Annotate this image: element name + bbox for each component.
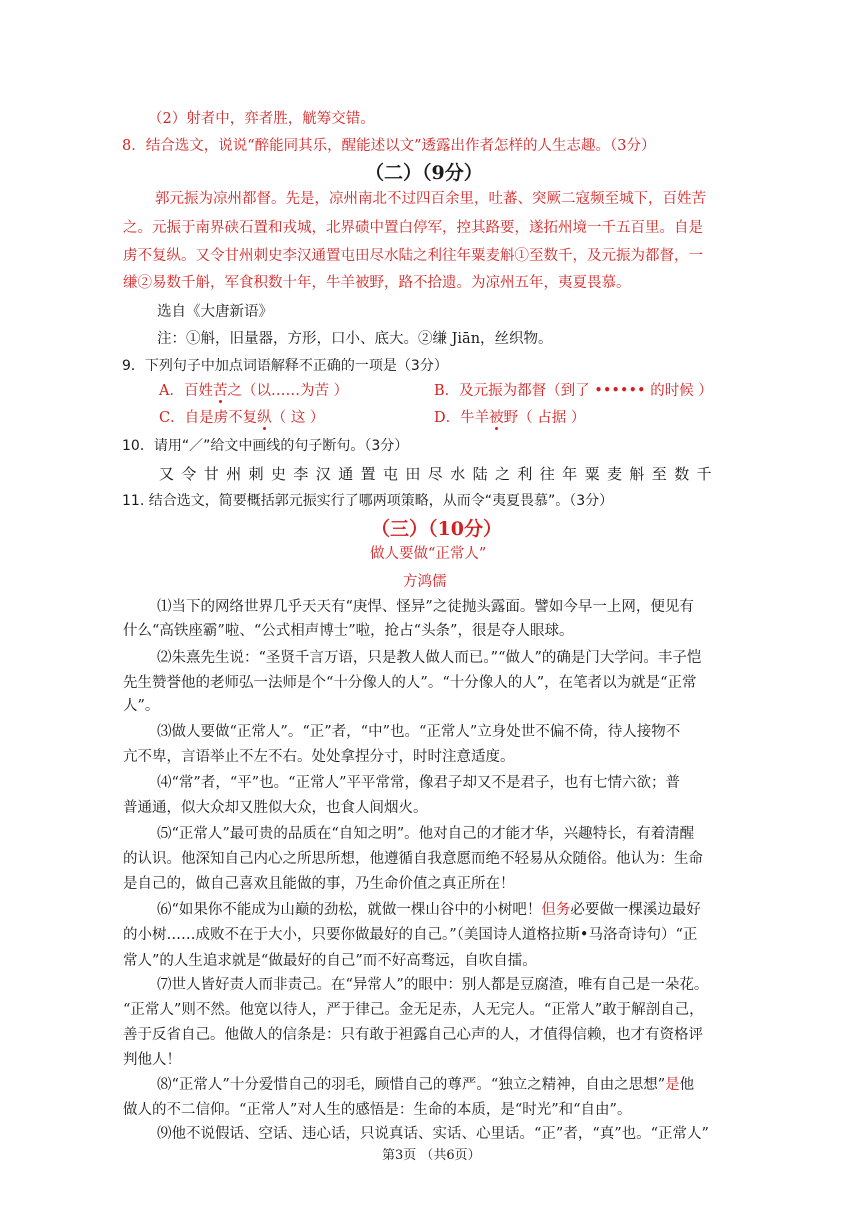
article-line: 的小树……成败不在于大小，只要你做最好的自己。”（美国诗人道格拉斯•马洛奇诗句）“正 bbox=[123, 927, 698, 943]
text-segment: ⑹“如果你不能成为山巅的劲松，就做一棵山谷中的小树吧！ bbox=[157, 902, 542, 918]
article-line: 普通通，似大众却又胜似大众，也食人间烟火。 bbox=[123, 800, 428, 816]
text-segment: 必要做一棵溪边最好 bbox=[570, 902, 701, 918]
q10-sentence: 又令甘州刺史李汉通置屯田尽水陆之利往年粟麦斛至数千 bbox=[159, 465, 720, 483]
highlighted-text: 但务 bbox=[541, 902, 571, 918]
q9-option-d bbox=[434, 408, 585, 428]
article-line: 做人的不二信仰。“正常人”对人生的感悟是：生命的本质，是“时光”和“自由”。 bbox=[123, 1102, 632, 1118]
question-8: 8．结合选文，说说“醉能同其乐，醒能述以文”透露出作者怎样的人生志趣。（3分） bbox=[122, 138, 656, 154]
option-text: C．自是虏不复 bbox=[159, 410, 258, 426]
article-line: 是自己的，做自己喜欢且能做的事，乃生命价值之真正所在！ bbox=[123, 876, 515, 892]
article-line: ⑺世人皆好责人而非责己。在“异常人”的眼中：别人都是豆腐渣，唯有自己是一朵花。 bbox=[157, 977, 709, 993]
option-text: A．百姓 bbox=[159, 383, 213, 399]
dotted-word: 纵 bbox=[257, 410, 272, 426]
article-line: ⑷“常”者，“平”也。“正常人”平平常常，像君子却又不是君子，也有七情六欲；普 bbox=[157, 775, 680, 791]
article-line-p6 bbox=[157, 900, 701, 920]
page-footer: 第3页 （共6页） bbox=[382, 1148, 481, 1163]
article-line: ⑶做人要做“正常人”。“正”者，“中”也。“正常人”立身处世不偏不倚，待人接物不 bbox=[157, 724, 681, 740]
article-line: 的认识。他深知自己内心之所思所想，他遵循自我意愿而绝不轻易从众随俗。他认为：生命 bbox=[123, 851, 703, 867]
question-11: 11. 结合选文，简要概括郭元振实行了哪两项策略，从而令“夷夏畏慕”。（3分） bbox=[122, 493, 614, 509]
option-text: D．牛羊 bbox=[434, 410, 490, 426]
q9-option-a bbox=[159, 381, 348, 401]
article-line: ⑴当下的网络世界几乎天天有“庚悍、怪异”之徒抛头露面。譬如今早一上网，便见有 bbox=[157, 599, 694, 615]
article-line: 判他人！ bbox=[123, 1052, 181, 1068]
question-10: 10．请用“／”给文中画线的句子断句。（3分） bbox=[122, 438, 409, 454]
section-3-heading: （三）（10分） bbox=[371, 518, 502, 540]
article-line: ⑸“正常人”最可贵的品质在“自知之明”。他对自己的才能才华，兴趣特长，有着清醒 bbox=[157, 826, 695, 842]
article-line: 人”。 bbox=[123, 698, 160, 714]
article-line: 常人”的人生追求就是“做最好的自己”而不好高骛远，自吹自擂。 bbox=[123, 953, 537, 969]
article-line: “正常人”则不然。他宽以待人，严于律己。金无足赤，人无完人。“正常人”敢于解剖自己， bbox=[123, 1002, 704, 1018]
question-9: 9．下列句子中加点词语解释不正确的一项是（3分） bbox=[122, 358, 448, 374]
passage-line: 虏不复纵。又令甘州刺史李汉通置屯田尽水陆之利往年粟麦斛①至数千，及元振为都督，一 bbox=[123, 248, 703, 264]
text-segment: ⑻“正常人”十分爱惜自己的羽毛，顾惜自己的尊严。“独立之精神，自由之思想” bbox=[157, 1077, 666, 1093]
article-line: 什么“高铁座霸”啦、“公式相声博士”啦，抢占“头条”，很是夺人眼球。 bbox=[123, 623, 574, 639]
article-line: ⑵朱熹先生说：“圣贤千言万语，只是教人做人而已。”“做人”的确是门大学问。丰子恺 bbox=[157, 650, 702, 666]
option-text: 野（ 占据 ） bbox=[503, 410, 586, 426]
q7-item-2: （2）射者中，弈者胜，觥筹交错。 bbox=[148, 111, 375, 127]
passage-source: 选自《大唐新语》 bbox=[157, 304, 273, 320]
q9-option-c bbox=[159, 408, 324, 428]
passage-note: 注：①斛，旧量器，方形，口小、底大。②缣 Jiān，丝织物。 bbox=[157, 331, 553, 347]
article-line-p8 bbox=[157, 1075, 694, 1095]
section-2-heading: （二）（9分） bbox=[365, 162, 483, 184]
article-line: 善于反省自己。他做人的信条是：只有敢于袒露自己心声的人，才值得信赖，也才有资格评 bbox=[123, 1027, 703, 1043]
highlighted-text: 是 bbox=[665, 1077, 680, 1093]
option-text: B．及元振为都督（到了 •••••• 的时候 ） bbox=[434, 383, 713, 399]
passage-line: 之。元振于南界硖石置和戎城，北界碛中置白停军，控其路要，遂拓州境一千五百里。自是 bbox=[123, 220, 703, 236]
article-line: 先生赞誉他的老师弘一法师是个“十分像人的人”。“十分像人的人”，在笔者以为就是“正常 bbox=[123, 675, 697, 691]
passage-line: 缣②易数千斛，军食积数十年，牛羊被野，路不拾遗。为凉州五年，夷夏畏慕。 bbox=[123, 275, 631, 291]
article-author: 方鸿儒 bbox=[403, 574, 447, 590]
dotted-word: 被 bbox=[489, 410, 504, 426]
article-line: ⑼他不说假话、空话、违心话，只说真话、实话、心里话。“正”者，“真”也。“正常人” bbox=[157, 1126, 709, 1142]
option-text: 之（以……为苦 ） bbox=[227, 383, 349, 399]
option-text: （ 这 ） bbox=[271, 410, 325, 426]
dotted-word: 苦 bbox=[212, 383, 228, 399]
text-segment: 他 bbox=[679, 1077, 695, 1093]
q9-option-b bbox=[434, 381, 713, 401]
article-line: 亢不卑，言语举止不左不右。处处拿捏分寸，时时注意适度。 bbox=[123, 749, 515, 765]
article-title: 做人要做“正常人” bbox=[370, 546, 487, 562]
passage-line: 郭元振为凉州都督。先是，凉州南北不过四百余里，吐蕃、突厥二寇频至城下，百姓苦 bbox=[155, 191, 706, 207]
